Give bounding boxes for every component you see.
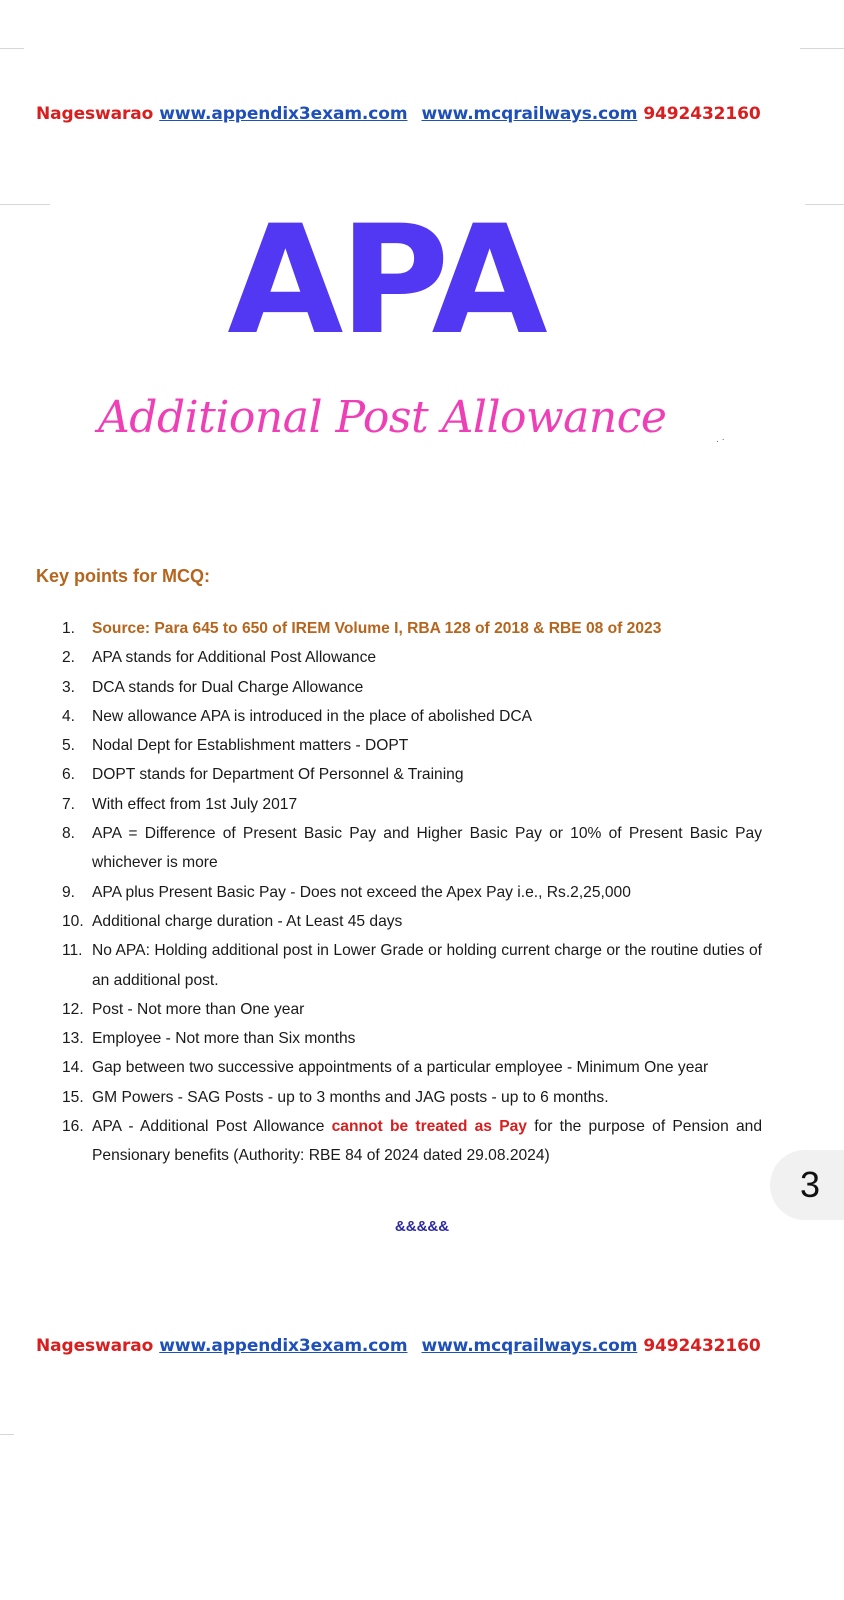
item-text: Gap between two successive appointments of a particular employee - Minimum One year [92, 1059, 709, 1077]
list-item [62, 878, 762, 907]
item-number: 9. [62, 883, 76, 901]
list-item [62, 643, 762, 672]
list-item [62, 614, 762, 643]
author-name: Nageswarao [36, 104, 154, 124]
key-points-list [62, 614, 762, 1171]
author-name: Nageswarao [36, 1336, 154, 1356]
item-text: DOPT stands for Department Of Personnel & Training [92, 766, 464, 784]
page-subtitle: Additional Post Allowance [98, 392, 667, 443]
item-number: 13. [62, 1030, 84, 1048]
item-text: APA = Difference of Present Basic Pay and Higher Basic Pay or 10% of Present Basic Pay whichever is more [92, 825, 762, 872]
phone-number: 9492432160 [643, 104, 761, 124]
item-text: DCA stands for Dual Charge Allowance [92, 678, 364, 696]
item-text-part: APA - Additional Post Allowance [92, 1118, 332, 1136]
list-item [62, 1112, 762, 1171]
item-text [92, 1112, 762, 1171]
phone-number: 9492432160 [643, 1336, 761, 1356]
decorative-dots: . · [716, 434, 725, 445]
item-text: GM Powers - SAG Posts - up to 3 months and JAG posts - up to 6 months. [92, 1088, 609, 1106]
list-item [62, 907, 762, 936]
list-item [62, 760, 762, 789]
item-text: Source: Para 645 to 650 of IREM Volume I, RBA 128 of 2018 & RBE 08 of 2023 [92, 620, 662, 637]
item-text: No APA: Holding additional post in Lower Grade or holding current charge or the routine duties of an additional post. [92, 942, 762, 989]
list-item [62, 819, 762, 878]
list-item [62, 1083, 762, 1112]
website-link-mcqrailways[interactable]: www.mcqrailways.com [421, 104, 638, 124]
item-text: Employee - Not more than Six months [92, 1030, 356, 1048]
list-item [62, 702, 762, 731]
end-mark: &&&&& [394, 1218, 450, 1235]
item-number: 7. [62, 795, 76, 813]
page-number: 3 [800, 1164, 821, 1205]
edge-line [805, 204, 844, 205]
item-number: 14. [62, 1059, 84, 1077]
item-text: APA plus Present Basic Pay - Does not exceed the Apex Pay i.e., Rs.2,25,000 [92, 883, 631, 901]
item-number: 8. [62, 825, 76, 843]
item-text: Post - Not more than One year [92, 1000, 305, 1018]
header-line-bottom [36, 1336, 761, 1356]
edge-line [0, 48, 24, 49]
item-number: 10. [62, 912, 84, 930]
edge-line [0, 1434, 14, 1435]
item-number: 16. [62, 1118, 84, 1136]
list-item [62, 731, 762, 760]
item-number: 12. [62, 1000, 84, 1018]
list-item [62, 936, 762, 995]
header-line-top [36, 104, 761, 124]
item-text: APA stands for Additional Post Allowance [92, 649, 377, 667]
item-number: 15. [62, 1088, 84, 1106]
item-number: 4. [62, 707, 76, 725]
item-text: With effect from 1st July 2017 [92, 795, 298, 813]
edge-line [800, 48, 844, 49]
list-item [62, 790, 762, 819]
item-text: Nodal Dept for Establishment matters - DOPT [92, 737, 409, 755]
list-item [62, 995, 762, 1024]
list-item [62, 1024, 762, 1053]
item-number: 6. [62, 766, 76, 784]
item-text: New allowance APA is introduced in the place of abolished DCA [92, 707, 533, 725]
item-number: 11. [62, 942, 83, 960]
item-text-part: for the purpose of Pension and Pensionary benefits (Authority: RBE 84 of 2024 dated 29.08.2024) [92, 1118, 762, 1165]
list-item [62, 1053, 762, 1082]
item-number: 1. [62, 620, 76, 637]
page-title: APA [227, 194, 544, 368]
item-number: 3. [62, 678, 76, 696]
website-link-appendix3exam[interactable]: www.appendix3exam.com [159, 104, 408, 124]
item-text-highlight: cannot be treated as Pay [331, 1118, 527, 1136]
item-text: Additional charge duration - At Least 45 days [92, 912, 403, 930]
list-item [62, 673, 762, 702]
key-points-heading: Key points for MCQ: [36, 566, 210, 586]
item-number: 2. [62, 649, 76, 667]
website-link-appendix3exam[interactable]: www.appendix3exam.com [159, 1336, 408, 1356]
website-link-mcqrailways[interactable]: www.mcqrailways.com [421, 1336, 638, 1356]
item-number: 5. [62, 737, 76, 755]
